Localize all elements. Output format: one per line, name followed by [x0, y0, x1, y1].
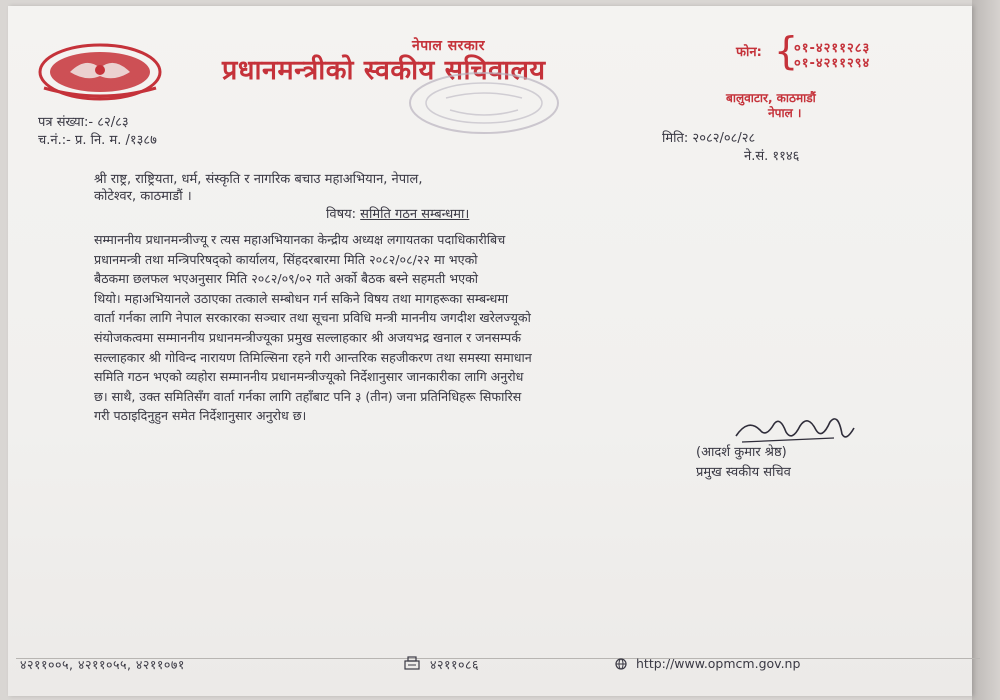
- footer-fax-number: ४२११०८६: [430, 657, 480, 672]
- letter-sheet: [8, 6, 972, 696]
- body-line: थियो। महाअभियानले उठाएका तत्काले सम्बोधन गर्न सकिने विषय तथा मागहरूका सम्बन्धमा: [94, 290, 509, 306]
- body-line: गरी पठाइदिनुहुन समेत निर्देशानुसार अनुरोध छ।: [94, 408, 307, 424]
- address-line-2: नेपाल ।: [768, 106, 802, 120]
- footer-website[interactable]: http://www.opmcm.gov.np: [636, 656, 801, 671]
- subject-line: [326, 204, 469, 222]
- office-stamp-icon: [406, 70, 562, 136]
- government-name: नेपाल सरकार: [412, 38, 486, 54]
- phone-number-1: ०१-४२११२८३: [794, 41, 871, 56]
- letter-number: पत्र संख्या:- ८२/८३: [38, 115, 129, 130]
- address-line-1: बालुवाटार, काठमाडौं: [726, 91, 816, 105]
- letter-date: मिति: २०८२/०८/२८: [662, 131, 756, 146]
- phone-brace: {: [774, 29, 799, 73]
- fax-icon: [404, 656, 420, 670]
- signer-title: प्रमुख स्वकीय सचिव: [696, 465, 791, 480]
- body-line: संयोजकत्वमा सम्माननीय प्रधानमन्त्रीज्यूका प्रमुख सल्लाहकार श्री अजयभद्र खनाल र जनसम्पर्क: [94, 329, 522, 345]
- phone-number-2: ०१-४२११२९४: [794, 56, 871, 71]
- subject-label: विषय:: [326, 207, 357, 222]
- phone-label: फोन:: [736, 45, 762, 60]
- signer-name: (आदर्श कुमार श्रेष्ठ): [696, 445, 787, 460]
- background-edge: [972, 0, 1000, 700]
- body-line: सम्माननीय प्रधानमन्त्रीज्यू र त्यस महाअभियानका केन्द्रीय अध्यक्ष लगायतका पदाधिकारीबिच: [94, 232, 506, 247]
- subject-text: समिति गठन सम्बन्धमा।: [360, 207, 470, 222]
- globe-icon: [614, 658, 628, 670]
- footer-phone-numbers: ४२११००५, ४२११०५५, ४२११०७१: [20, 657, 185, 672]
- body-line: समिति गठन भएको व्यहोरा सम्माननीय प्रधानमन्त्रीज्यूको निर्देशानुसार जानकारीका लागि अनुरोध: [94, 369, 524, 385]
- handwritten-signature-icon: [730, 412, 860, 446]
- body-line: छ। साथै, उक्त समितिसँग वार्ता गर्नका लागि तहाँबाट पनि ३ (तीन) जना प्रतिनिधिहरू सिफारिस: [94, 388, 522, 404]
- nepal-emblem-icon: [36, 42, 164, 102]
- dispatch-number: च.नं.:- प्र. नि. म. /१३८७: [38, 133, 157, 148]
- body-line: प्रधानमन्त्री तथा मन्त्रिपरिषद्को कार्यालय, सिंहदरबारमा मिति २०८२/०८/२२ मा भएको: [94, 251, 478, 267]
- addressee-line-2: कोटेश्वर, काठमाडौं ।: [94, 189, 192, 204]
- body-line: बैठकमा छलफल भएअनुसार मिति २०८२/०९/०२ गते अर्को बैठक बस्ने सहमती भएको: [94, 271, 479, 287]
- addressee-line-1: श्री राष्ट्र, राष्ट्रियता, धर्म, संस्कृति र नागरिक बचाउ महाअभियान, नेपाल,: [94, 172, 423, 187]
- body-line: वार्ता गर्नका लागि नेपाल सरकारका सञ्चार तथा सूचना प्रविधि मन्त्री माननीय जगदीश खरेलज्यूको: [94, 310, 531, 326]
- body-line: सल्लाहकार श्री गोविन्द नारायण तिमिल्सिना रहने गरी आन्तरिक सहजीकरण तथा समस्या समाधान: [94, 349, 532, 365]
- office-title: प्रधानमन्त्रीको स्वकीय सचिवालय: [222, 55, 546, 86]
- letter-body: [94, 230, 892, 426]
- nepal-samvat-date: ने.सं. ११४६: [744, 149, 800, 164]
